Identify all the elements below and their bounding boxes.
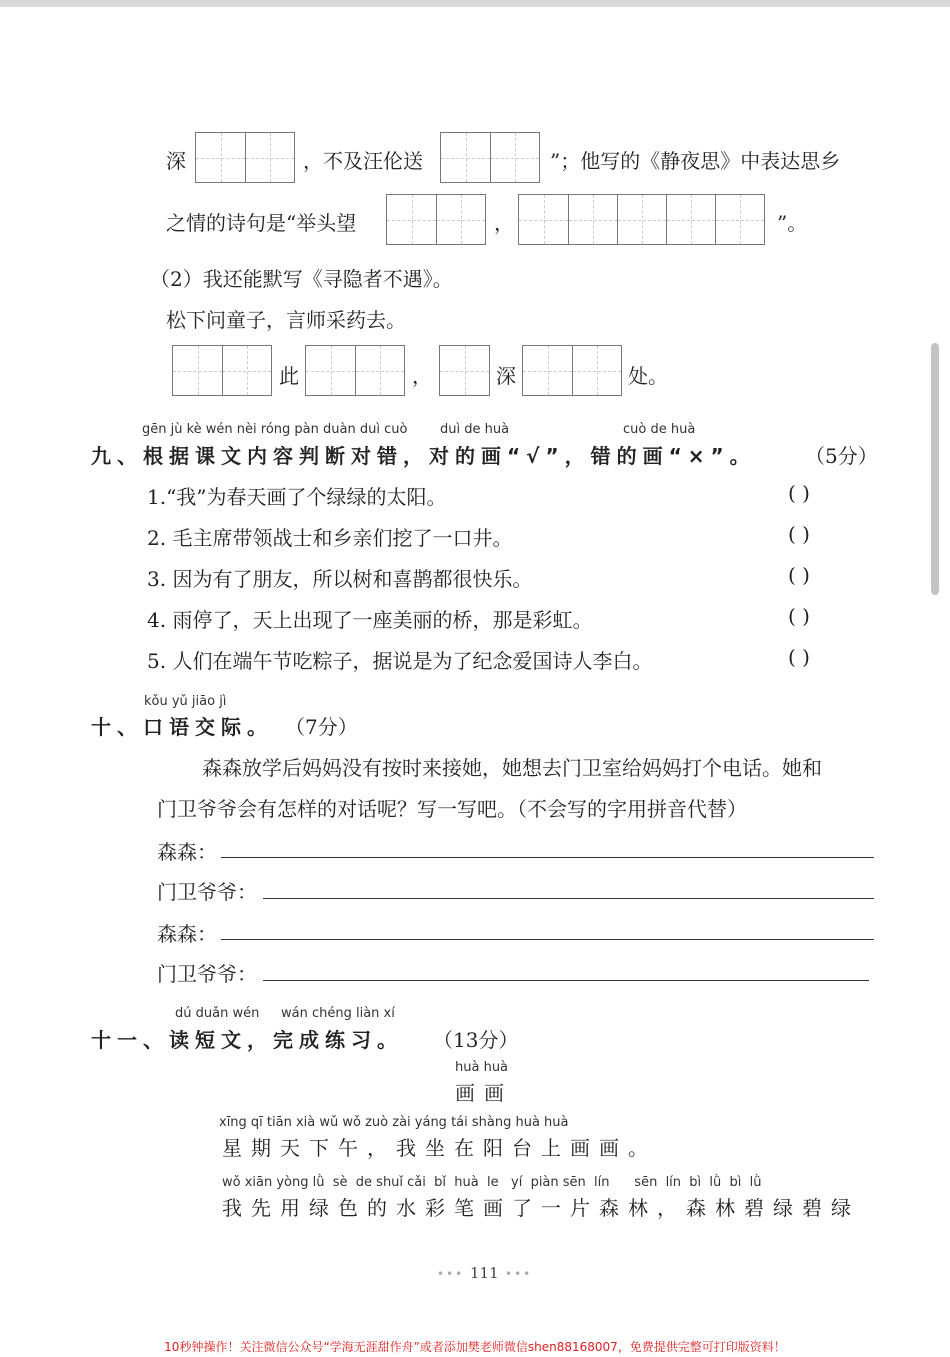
fill-line1-text2: ，不及汪伦送 <box>303 149 423 173</box>
section9-title: 九、根据课文内容判断对错，对的画“√”，错的画“×”。 <box>91 444 756 468</box>
section10-title: 十、口语交际。 <box>91 715 273 739</box>
fill-line2-text2: ， <box>494 211 514 235</box>
poem-line1: 松下问童子，言师采药去。 <box>166 308 406 332</box>
section9-pinyin-b: duì de huà <box>440 422 510 437</box>
scrollbar-thumb[interactable] <box>931 343 939 595</box>
fill-line1-text1: 深 <box>166 149 186 173</box>
judge-item-5: 5. 人们在端午节吃粽子，据说是为了纪念爱国诗人李白。 <box>147 649 653 673</box>
section9-pinyin-c: cuò de huà <box>623 422 696 437</box>
judge-answer-4[interactable]: ( ) <box>788 604 810 628</box>
story-line1: 星期天下午，我坐在阳台上画画。 <box>222 1136 657 1160</box>
poem-text-ci: 此 <box>279 364 299 388</box>
judge-item-2: 2. 毛主席带领战士和乡亲们挖了一口井。 <box>147 526 513 550</box>
section9-pinyin-a: gēn jù kè wén nèi róng pàn duàn duì cuò <box>142 422 408 437</box>
judge-item-4: 4. 雨停了，天上出现了一座美丽的桥，那是彩虹。 <box>147 608 593 632</box>
page-number-dots-right: ••• <box>505 1267 533 1281</box>
section11-title: 十一、读短文，完成练习。 <box>91 1028 403 1052</box>
section11-pinyin-a: dú duǎn wén <box>175 1006 260 1021</box>
section9-score: （5分） <box>805 444 878 468</box>
section10-score: （7分） <box>285 715 358 739</box>
judge-answer-3[interactable]: ( ) <box>788 563 810 587</box>
judge-item-1: 1.“我”为春天画了个绿绿的太阳。 <box>147 485 447 509</box>
dialogue-line-3[interactable] <box>221 939 874 940</box>
section10-para1: 森森放学后妈妈没有按时来接她，她想去门卫室给妈妈打个电话。她和 <box>202 756 822 780</box>
poem-text-comma: ， <box>412 364 432 388</box>
page-number-dots-left: ••• <box>437 1267 465 1281</box>
judge-answer-1[interactable]: ( ) <box>788 481 810 505</box>
judge-answer-2[interactable]: ( ) <box>788 522 810 546</box>
judge-item-3: 3. 因为有了朋友，所以树和喜鹊都很快乐。 <box>147 567 533 591</box>
top-bar <box>0 0 950 7</box>
dialogue-label-3: 森森： <box>157 922 217 946</box>
sub2-title: （2）我还能默写《寻隐者不遇》。 <box>150 267 453 291</box>
section10-para2: 门卫爷爷会有怎样的对话呢？写一写吧。（不会写的字用拼音代替） <box>157 797 747 821</box>
poem-text-shen: 深 <box>496 364 516 388</box>
judge-answer-5[interactable]: ( ) <box>788 645 810 669</box>
section11-pinyin-b: wán chéng liàn xí <box>281 1006 395 1021</box>
footer-banner: 10秒钟操作！关注微信公众号“学海无涯甜作舟”或者添加樊老师微信shen88168007，免费提供完整可打印版资料！ <box>164 1340 786 1354</box>
section10-pinyin: kǒu yǔ jiāo jì <box>144 694 227 709</box>
fill-line2-text1: 之情的诗句是“举头望 <box>166 211 357 235</box>
dialogue-label-2: 门卫爷爷： <box>157 880 257 904</box>
section11-score: （13分） <box>433 1028 519 1052</box>
fill-line1-text3: ”；他写的《静夜思》中表达思乡 <box>550 149 841 173</box>
page-number: 111 <box>470 1264 499 1282</box>
dialogue-label-1: 森森： <box>157 840 217 864</box>
dialogue-line-2[interactable] <box>263 898 874 899</box>
dialogue-label-4: 门卫爷爷： <box>157 962 257 986</box>
dialogue-line-1[interactable] <box>221 857 874 858</box>
story-title-pinyin: huà huà <box>455 1060 509 1075</box>
dialogue-line-4[interactable] <box>263 980 869 981</box>
story-line2-pinyin: wǒ xiān yòng lǜ sè de shuǐ cǎi bǐ huà le yí piàn sēn lín sēn lín bì lǜ bì lǜ <box>222 1175 762 1190</box>
poem-text-chu: 处。 <box>628 364 668 388</box>
story-line1-pinyin: xīng qī tiān xià wǔ wǒ zuò zài yáng tái shàng huà huà <box>219 1115 569 1130</box>
story-line2: 我先用绿色的水彩笔画了一片森林，森林碧绿碧绿 <box>222 1196 860 1220</box>
story-title: 画画 <box>455 1081 513 1105</box>
fill-line2-text3: ”。 <box>777 211 808 235</box>
